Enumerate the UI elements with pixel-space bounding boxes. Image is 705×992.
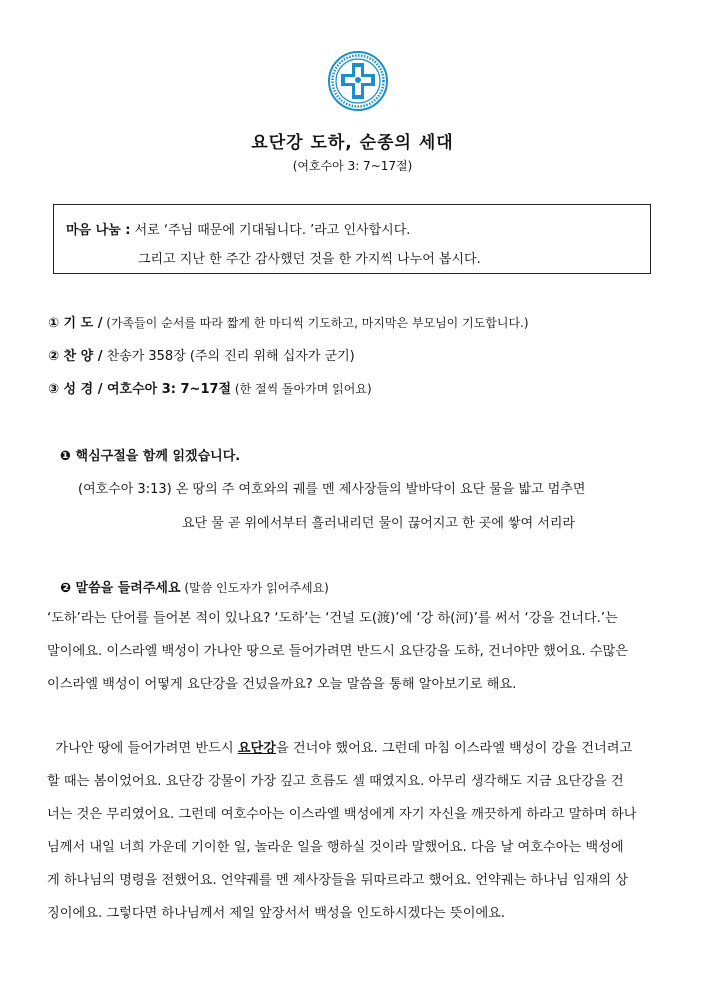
order-prayer — [48, 312, 529, 331]
order-hymn-text: 찬송가 358장 (주의 진리 위해 십자가 군기) — [102, 349, 355, 364]
message-paragraph-2 — [47, 732, 659, 930]
sharing-line-2: 그리고 지난 한 주간 감사했던 것을 한 가지씩 나누어 봅시다. — [138, 252, 481, 267]
paragraph-line — [47, 732, 659, 765]
message-heading — [60, 577, 329, 596]
message-heading-title: ❷ 말씀을 들려주세요 — [60, 581, 181, 596]
paragraph-line: 님께서 내일 너희 가운데 기이한 일, 놀라운 일을 행하실 것이라 말했어요. 다음 날 여호수아는 백성에 — [47, 840, 624, 855]
paragraph-line: 게 하나님의 명령을 전했어요. 언약궤를 멘 제사장들을 뒤따르라고 했어요. 언약궤는 하나님 임재의 상 — [47, 873, 628, 888]
paragraph-line: 이스라엘 백성이 어떻게 요단강을 건넜을까요? 오늘 말씀을 통해 알아보기로 해요. — [47, 677, 517, 692]
sharing-box — [53, 204, 651, 274]
key-verse-line-1: (여호수아 3:13) 온 땅의 주 여호와의 궤를 멘 제사장들의 발바닥이 요단 물을 밟고 멈추면 — [78, 482, 586, 497]
emphasis-jordan: 요단강 — [237, 741, 276, 756]
church-cross-seal-icon — [327, 50, 389, 112]
paragraph-text: 을 건너야 했어요. 그런데 마침 이스라엘 백성이 강을 건너려고 — [275, 741, 633, 756]
scripture-reference: (여호수아 3: 7~17절) — [292, 159, 413, 173]
message-heading-note: (말씀 인도자가 읽어주세요) — [180, 581, 329, 595]
paragraph-line: 말이에요. 이스라엘 백성이 가나안 땅으로 들어가려면 반드시 요단강을 도하, 건너야만 했어요. 수많은 — [47, 644, 628, 659]
order-hymn — [48, 345, 355, 364]
sharing-text-1: 서로 ‘주님 때문에 기대됩니다. ’라고 인사합시다. — [130, 223, 411, 238]
sharing-line-1 — [66, 219, 410, 238]
order-prayer-label: ① 기 도 / — [48, 316, 103, 331]
sharing-label: 마음 나눔 : — [66, 223, 131, 238]
paragraph-text: 가나안 땅에 들어가려면 반드시 — [47, 741, 238, 756]
order-scripture-label: ③ 성 경 / 여호수아 3: 7~17절 — [48, 382, 232, 397]
order-scripture-text: (한 절씩 돌아가며 읽어요) — [231, 382, 372, 396]
message-paragraph-1 — [47, 602, 659, 701]
paragraph-line: ‘도하’라는 단어를 들어본 적이 있나요? ‘도하’는 ‘건널 도(渡)’에 ‘강 하(河)’를 써서 ‘강을 건너다.’는 — [47, 611, 618, 626]
paragraph-line: 너는 것은 무리였어요. 그런데 여호수아는 이스라엘 백성에게 자기 자신을 깨끗하게 하라고 말하며 하나 — [47, 807, 637, 822]
paragraph-line: 징이에요. 그렇다면 하나님께서 제일 앞장서서 백성을 인도하시겠다는 뜻이에요. — [47, 906, 506, 921]
page-title: 요단강 도하, 순종의 세대 — [251, 133, 454, 153]
key-verse-heading: ❶ 핵심구절을 함께 읽겠습니다. — [60, 449, 241, 464]
order-scripture — [48, 378, 372, 397]
order-hymn-label: ② 찬 양 / — [48, 349, 103, 364]
paragraph-line: 할 때는 봄이었어요. 요단강 강물이 가장 깊고 흐름도 셀 때였지요. 아무리 생각해도 지금 요단강을 건 — [47, 774, 624, 789]
order-prayer-text: (가족들이 순서를 따라 짧게 한 마디씩 기도하고, 마지막은 부모님이 기도합니다.) — [102, 316, 529, 330]
key-verse-line-2: 요단 물 곧 위에서부터 흘러내리던 물이 끊어지고 한 곳에 쌓여 서리라 — [182, 516, 575, 531]
